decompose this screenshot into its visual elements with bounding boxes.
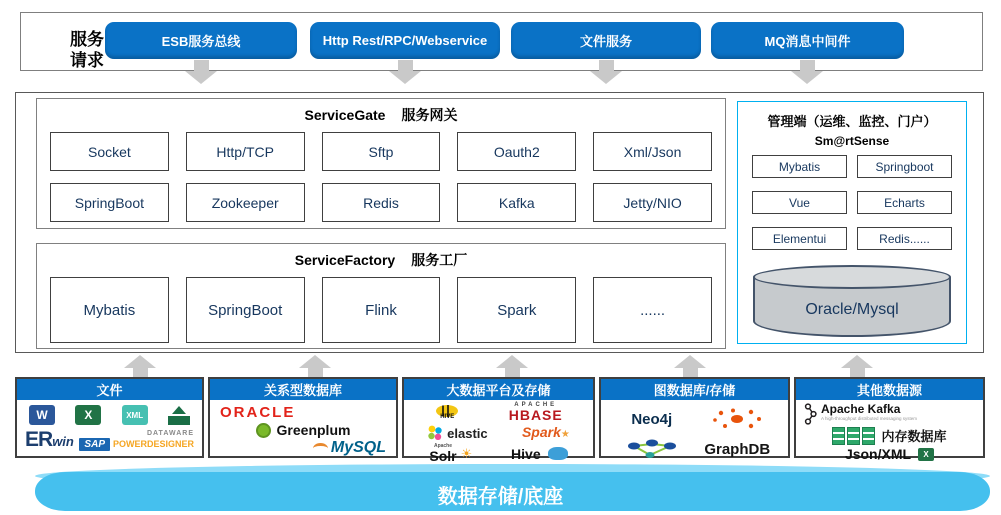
graphdb-cluster-icon — [711, 408, 763, 430]
elastic-text: elastic — [447, 425, 488, 441]
down-arrow-icon — [791, 60, 823, 84]
mysql-logo — [210, 439, 396, 457]
datasource-box-files — [15, 377, 204, 458]
powerdesigner-logo: POWERDESIGNER — [112, 439, 194, 449]
graph-grid — [601, 400, 788, 460]
gate-cell-xml-json: Xml/Json — [593, 132, 712, 171]
gate-cell-socket: Socket — [50, 132, 169, 171]
excel-icon: X — [75, 405, 101, 425]
kafka-text: Apache Kafka — [821, 402, 901, 416]
up-arrow-icon — [841, 355, 873, 377]
factory-cell-spark: Spark — [457, 277, 576, 343]
mysql-dolphin-icon — [313, 443, 328, 454]
hive-logo — [511, 446, 568, 462]
powerdesigner-block — [79, 430, 194, 451]
up-arrow-icon — [496, 355, 528, 377]
gate-cell-http-tcp: Http/TCP — [186, 132, 305, 171]
kafka-logo — [804, 403, 975, 425]
datasource-box-other — [794, 377, 985, 462]
greenplum-text: Greenplum — [276, 422, 351, 438]
mgmt-cell-echarts: Echarts — [857, 191, 952, 214]
bigdata-row2 — [404, 424, 593, 442]
up-arrow-icon — [299, 355, 331, 377]
gate-cell-kafka: Kafka — [457, 183, 576, 222]
elastic-logo — [427, 425, 487, 441]
greenplum-logo — [210, 422, 396, 438]
service-gate-grid — [37, 125, 725, 222]
bigdata-row3 — [404, 444, 593, 463]
cylinder-top — [753, 265, 951, 289]
export-icon — [168, 406, 190, 425]
management-panel — [737, 101, 967, 344]
service-factory-panel — [36, 243, 726, 349]
factory-cell-more: ...... — [593, 277, 712, 343]
word-icon: W — [29, 405, 55, 425]
gate-cell-jetty-nio: Jetty/NIO — [593, 183, 712, 222]
http-rest-rpc-label: Http Rest/RPC/Webservice — [322, 33, 488, 48]
hive-elephant-icon — [548, 447, 568, 460]
factory-cell-springboot: SpringBoot — [186, 277, 305, 343]
service-gate-title-en: ServiceGate — [304, 107, 386, 123]
up-arrow-icon — [674, 355, 706, 377]
hbase-logo — [509, 402, 563, 422]
hive-bee-icon — [434, 404, 460, 420]
mgmt-cell-vue: Vue — [752, 191, 847, 214]
bigdata-row1 — [404, 402, 593, 422]
excel-small-icon: X — [918, 448, 934, 461]
gate-cell-springboot: SpringBoot — [50, 183, 169, 222]
solr-apache-text: Apache — [433, 443, 453, 449]
memory-db-label: 内存数据库 — [881, 429, 947, 444]
service-gate-title-zh: 服务网关 — [401, 107, 458, 123]
elastic-icon — [427, 425, 443, 441]
node-graph-icon — [626, 438, 678, 460]
xml-file-icon: XML — [122, 405, 148, 425]
smartsense-label: Sm@rtSense — [814, 134, 890, 148]
other-header: 其他数据源 — [796, 379, 983, 400]
mgmt-cell-elementui: Elementui — [752, 227, 847, 250]
mgmt-cell-mybatis: Mybatis — [752, 155, 847, 178]
dataware-logo: DATAWARE — [146, 429, 194, 437]
spark-star-icon: ★ — [560, 429, 570, 440]
json-xml-row — [804, 446, 975, 462]
kafka-icon — [804, 403, 817, 425]
down-arrow-icon — [185, 60, 217, 84]
file-icons-row — [17, 400, 202, 425]
kafka-tagline: A high-throughput distributed messaging system — [821, 416, 918, 422]
bigdata-header: 大数据平台及存储 — [404, 379, 593, 400]
service-factory-title-en: ServiceFactory — [294, 252, 396, 268]
erwin-logo — [25, 428, 74, 452]
file-service-label: 文件服务 — [579, 34, 632, 49]
solr-text: Solr — [429, 448, 457, 464]
solr-logo — [429, 444, 472, 463]
management-title: 管理端（运维、监控、门户） — [767, 114, 937, 129]
memory-table-icon — [832, 427, 875, 445]
datasource-box-bigdata — [402, 377, 595, 464]
file-service-pill — [511, 22, 701, 59]
hbase-text: HBASE — [508, 407, 563, 423]
oracle-mysql-label: Oracle/Mysql — [805, 301, 899, 318]
spark-logo — [522, 424, 570, 442]
gate-cell-sftp: Sftp — [322, 132, 441, 171]
management-grid — [738, 148, 966, 250]
hive-text: Hive — [511, 445, 541, 462]
oracle-logo: ORACLE — [220, 404, 296, 421]
modeling-tools-row — [17, 425, 202, 452]
mq-middleware-pill — [711, 22, 904, 59]
mgmt-cell-springboot: Springboot — [857, 155, 952, 178]
datasource-box-relational — [208, 377, 398, 458]
up-arrow-icon — [124, 355, 156, 377]
service-factory-title-zh: 服务工厂 — [411, 252, 468, 268]
spark-text: Spark — [521, 424, 561, 440]
memory-db-row — [804, 426, 975, 445]
hbase-apache-text: APACHE — [514, 402, 558, 408]
down-arrow-icon — [389, 60, 421, 84]
service-gate-panel — [36, 98, 726, 229]
down-arrow-icon — [590, 60, 622, 84]
erwin-er-text: ER — [25, 428, 53, 451]
datasource-box-graph — [599, 377, 790, 458]
service-request-label-line2: 请求 — [70, 51, 104, 71]
service-gate-title — [37, 99, 725, 125]
service-factory-title — [37, 244, 725, 270]
relational-header: 关系型数据库 — [210, 379, 396, 400]
factory-cell-flink: Flink — [322, 277, 441, 343]
factory-cell-mybatis: Mybatis — [50, 277, 169, 343]
greenplum-icon — [256, 423, 271, 438]
solr-sun-icon: ☀ — [460, 445, 473, 461]
service-factory-grid — [37, 270, 725, 343]
sap-logo: SAP — [79, 438, 110, 451]
graphdb-logo: GraphDB — [704, 440, 771, 458]
graph-header: 图数据库/存储 — [601, 379, 788, 400]
mysql-text: MySQL — [330, 439, 386, 456]
gate-cell-oauth2: Oauth2 — [457, 132, 576, 171]
erwin-win-text: win — [52, 434, 74, 449]
json-xml-label: Json/XML — [844, 446, 912, 462]
service-request-label-line1: 服务 — [70, 30, 104, 49]
http-rest-rpc-pill — [310, 22, 500, 59]
data-base-label: 数据存储/底座 — [437, 486, 564, 508]
esb-bus-label: ESB服务总线 — [161, 34, 241, 49]
hive-badge-text: HIVE — [440, 414, 455, 420]
service-platform-panel — [15, 92, 984, 353]
database-cylinder-icon — [753, 265, 951, 339]
neo4j-logo: Neo4j — [631, 410, 673, 428]
files-header: 文件 — [17, 379, 202, 400]
mq-middleware-label: MQ消息中间件 — [764, 34, 851, 49]
gate-cell-redis: Redis — [322, 183, 441, 222]
gate-cell-zookeeper: Zookeeper — [186, 183, 305, 222]
esb-bus-pill — [105, 22, 297, 59]
mgmt-cell-redis: Redis...... — [857, 227, 952, 250]
